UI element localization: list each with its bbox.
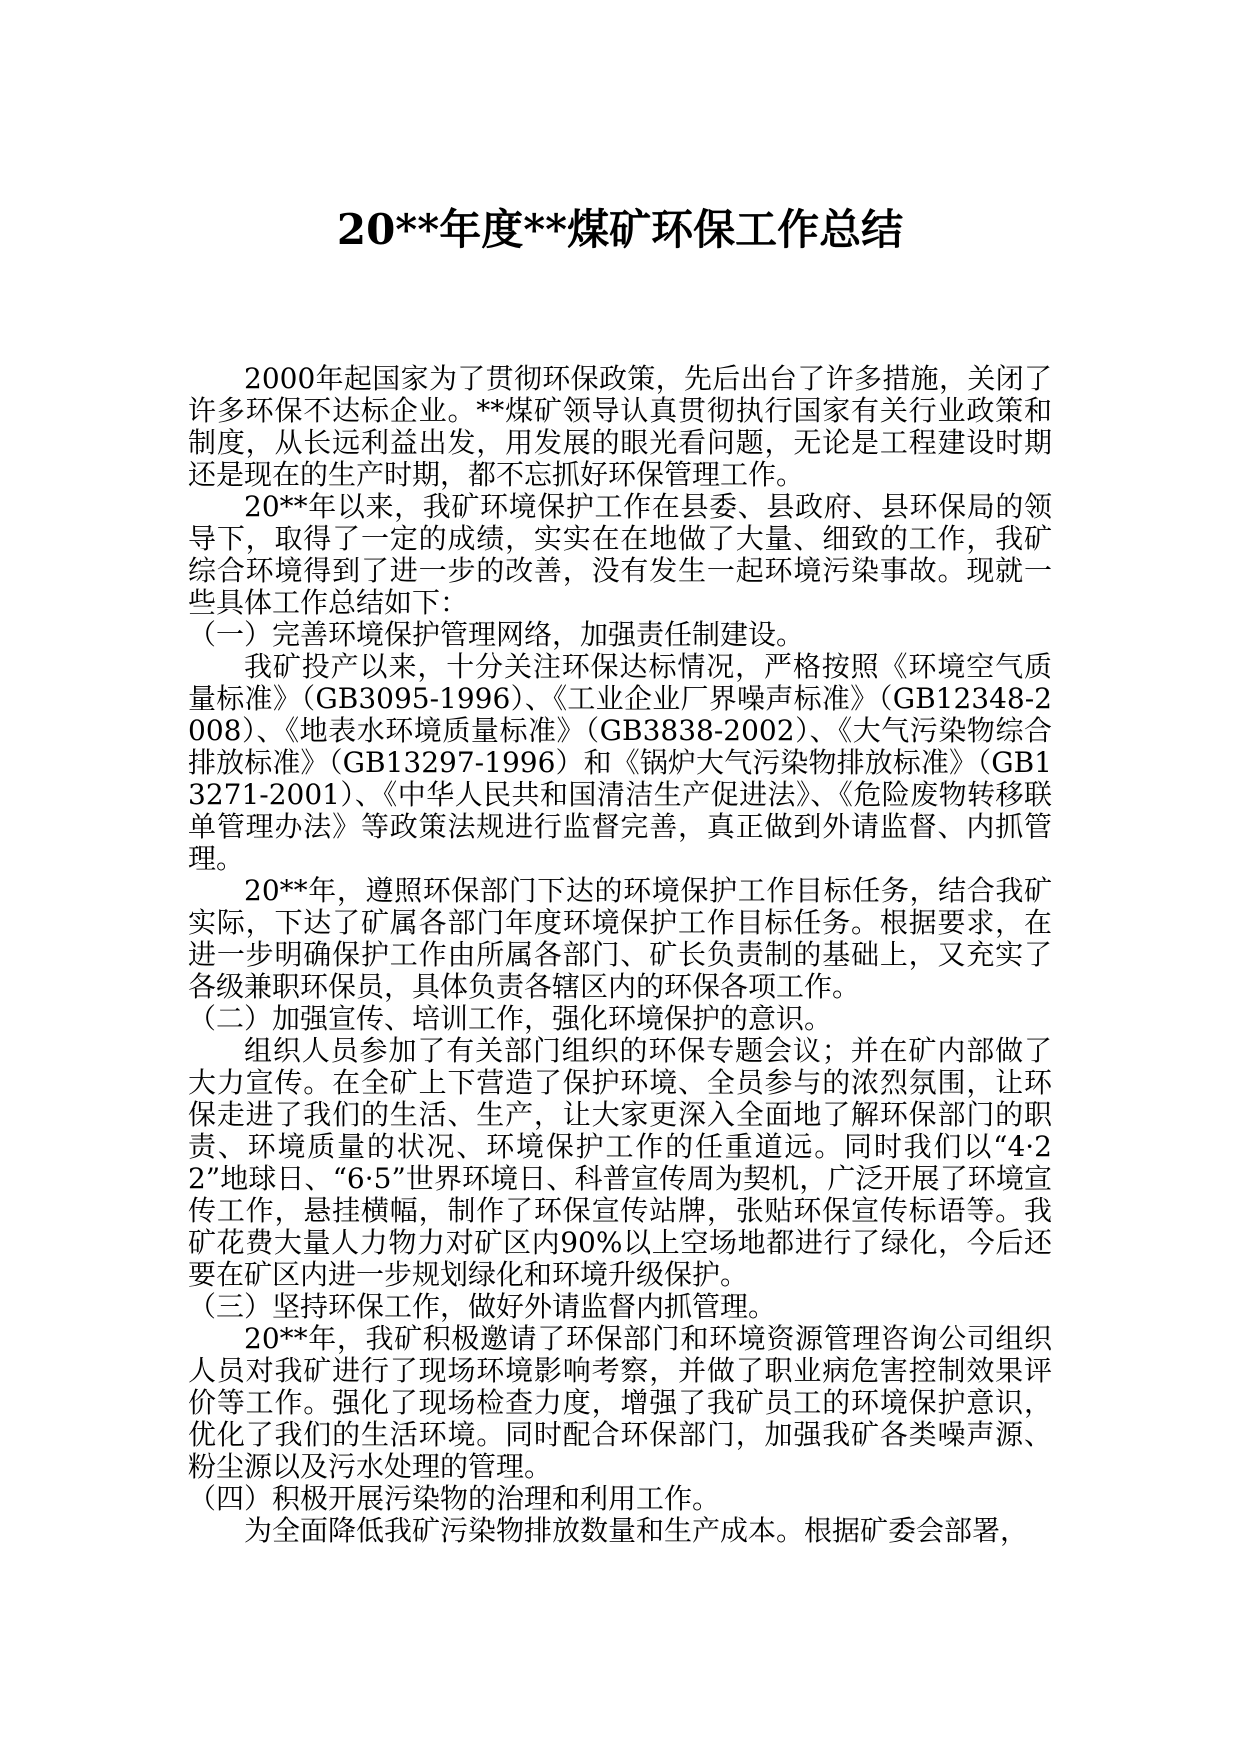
section-heading-4: （四）积极开展污染物的治理和利用工作。 (188, 1482, 721, 1515)
paragraph-standards: 我矿投产以来，十分关注环保达标情况，严格按照《环境空气质量标准》（GB3095-1996）、《工业企业厂界噪声标准》（GB12348-2008）、《地表水环境质量标准》（GB3838-2002）、《大气污染物综合排放标准》（GB13297-1996）和《锅炉大气污染物排放标准》（GB13271-2001）、《中华人民共和国清洁生产促进法》、《危险废物转移联单管理办法》等政策法规进行监督完善，真正做到外请监督、内抓管理。 (188, 650, 1052, 875)
section-heading-2: （二）加强宣传、培训工作，强化环境保护的意识。 (188, 1002, 833, 1035)
document-body (188, 363, 1052, 1547)
section-heading-1: （一）完善环境保护管理网络，加强责任制建设。 (188, 618, 805, 651)
paragraph-publicity: 组织人员参加了有关部门组织的环保专题会议；并在矿内部做了大力宣传。在全矿上下营造了保护环境、全员参与的浓烈氛围，让环保走进了我们的生活、生产，让大家更深入全面地了解环保部门的职责、环境质量的状况、环境保护工作的任重道远。同时我们以“4·22”地球日、“6·5”世界环境日、科普宣传周为契机，广泛开展了环境宣传工作，悬挂横幅，制作了环保宣传站牌，张贴环保宣传标语等。我矿花费大量人力物力对矿区内90%以上空场地都进行了绿化，今后还要在矿区内进一步规划绿化和环境升级保护。 (188, 1034, 1052, 1291)
paragraph-supervision: 20**年，我矿积极邀请了环保部门和环境资源管理咨询公司组织人员对我矿进行了现场环境影响考察，并做了职业病危害控制效果评价等工作。强化了现场检查力度，增强了我矿员工的环境保护意识，优化了我们的生活环境。同时配合环保部门，加强我矿各类噪声源、粉尘源以及污水处理的管理。 (188, 1322, 1052, 1483)
paragraph-overview: 20**年以来，我矿环境保护工作在县委、县政府、县环保局的领导下，取得了一定的成绩，实实在在地做了大量、细致的工作，我矿综合环境得到了进一步的改善，没有发生一起环境污染事故。现就一些具体工作总结如下： (188, 490, 1052, 619)
paragraph-intro: 2000年起国家为了贯彻环保政策，先后出台了许多措施，关闭了许多环保不达标企业。**煤矿领导认真贯彻执行国家有关行业政策和制度，从长远利益出发，用发展的眼光看问题，无论是工程建设时期还是现在的生产时期，都不忘抓好环保管理工作。 (188, 362, 1052, 491)
section-heading-3: （三）坚持环保工作，做好外请监督内抓管理。 (188, 1290, 777, 1323)
paragraph-targets: 20**年，遵照环保部门下达的环境保护工作目标任务，结合我矿实际，下达了矿属各部门年度环境保护工作目标任务。根据要求，在进一步明确保护工作由所属各部门、矿长负责制的基础上，又充实了各级兼职环保员，具体负责各辖区内的环保各项工作。 (188, 874, 1052, 1003)
document-title: 20**年度**煤矿环保工作总结 (336, 205, 904, 254)
paragraph-pollution-treatment: 为全面降低我矿污染物排放数量和生产成本。根据矿委会部署， (244, 1514, 1029, 1547)
